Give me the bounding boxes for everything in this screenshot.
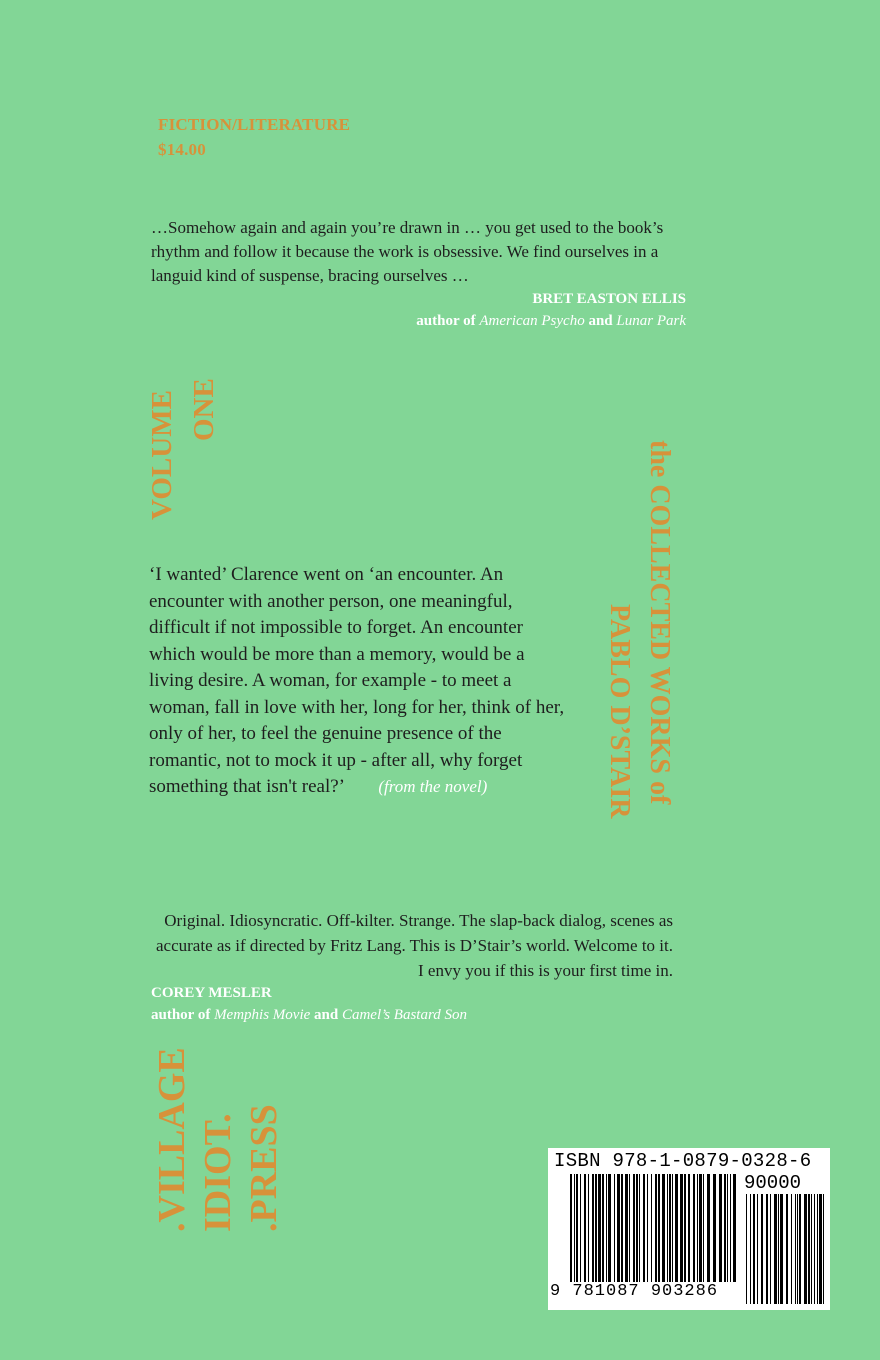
barcode-bar [733,1174,736,1282]
barcode-addon-bar [814,1194,815,1304]
barcode-addon-bar [757,1194,758,1304]
barcode-addon-bar [795,1194,796,1304]
barcode-addon-bar [780,1194,783,1304]
barcode-bar [662,1174,665,1282]
barcode-bar [633,1174,635,1282]
barcode-bar [675,1174,678,1282]
barcode-addon-bar [797,1194,798,1304]
barcode-addon-bar [823,1194,824,1304]
barcode-addon-bar [799,1194,801,1304]
volume-line1: VOLUME [146,390,178,520]
barcode-addon-bar [750,1194,751,1304]
barcode-bar [680,1174,683,1282]
barcode-bar [658,1174,660,1282]
price-label: $14.00 [158,140,206,159]
barcode-bar [570,1174,572,1282]
barcode-bar [621,1174,623,1282]
volume-line2: ONE [188,378,220,441]
barcode-addon-bar [774,1194,777,1304]
barcode-bar [576,1174,578,1282]
barcode-bar [608,1174,611,1282]
barcode-bar [647,1174,648,1282]
book-title: American Psycho [479,313,585,329]
barcode-bar [727,1174,728,1282]
credit-prefix: author of [151,1007,211,1023]
barcode-bar [724,1174,726,1282]
barcode-bar [693,1174,695,1282]
barcode-bar [636,1174,638,1282]
barcode-bar [713,1174,716,1282]
barcode-bar [617,1174,620,1282]
book-title: Memphis Movie [214,1007,311,1023]
barcode-addon-bar [786,1194,788,1304]
barcode-addon-bar [811,1194,812,1304]
book-title: Lunar Park [616,313,686,329]
barcode-bar [595,1174,597,1282]
barcode-bar [602,1174,604,1282]
barcode-bar [655,1174,657,1282]
barcode-bar [592,1174,594,1282]
barcode-bar [719,1174,722,1282]
barcode-bar [688,1174,690,1282]
excerpt-text: ‘I wanted’ Clarence went on ‘an encounter. An encounter with another person, one meaningful, difficult if not impossible to forget. An encounter which would be more than a memory, would be a living desire. A woman, for example - to meet a woman, fall in love with her, long for her, think of her, only of her, to feel the genuine presence of the romantic, not to mock it up - after all, why forget something that isn't real?’ [149,564,565,797]
barcode-bar [606,1174,607,1282]
barcode-bar [574,1174,575,1282]
barcode-bar [629,1174,630,1282]
blurb-mesler-attribution [151,982,467,1026]
barcode-bar [639,1174,640,1282]
barcode-bar [699,1174,702,1282]
blurb-ellis [151,216,686,332]
barcode-bar [598,1174,601,1282]
barcode-addon-bar [819,1194,822,1304]
barcode-addon-bar [791,1194,792,1304]
series-title-line2: PABLO D’STAIR [604,604,635,819]
credit-conj: and [314,1007,339,1023]
barcode-bar [643,1174,645,1282]
publisher-line2: IDIOT. [197,1113,239,1232]
barcode-bar [672,1174,673,1282]
credit-prefix: author of [416,313,476,329]
publisher-line1: .VILLAGE [151,1047,193,1232]
barcode-addon-bar [770,1194,771,1304]
barcode-addon-bar [753,1194,755,1304]
barcode-bar [651,1174,652,1282]
isbn-addon: 90000 [744,1172,802,1194]
isbn-label: ISBN 978-1-0879-0328-6 [554,1150,812,1172]
barcode-bar [625,1174,628,1282]
barcode-bar [614,1174,615,1282]
volume-label [146,378,178,520]
blurb-mesler-text: Original. Idiosyncratic. Off-kilter. Strange. The slap-back dialog, scenes as accurate as if directed by Fritz Lang. This is D’Stair’s world. Welcome to it. I envy you if this is your first time in. [156,911,673,980]
barcode-bar [588,1174,589,1282]
category-block [158,112,350,162]
barcode-bar [707,1174,710,1282]
barcode-addon-bar [804,1194,807,1304]
credit-conj: and [588,313,613,329]
volume-number [188,378,220,444]
barcode-bar [584,1174,586,1282]
barcode-addon-bar [766,1194,768,1304]
blurb-mesler-credit [151,1004,467,1026]
barcode-addon-bar [817,1194,818,1304]
barcode-bar [580,1174,581,1282]
ean-digits: 9 781087 903286 [550,1282,719,1301]
blurb-ellis-text: …Somehow again and again you’re drawn in … you get used to the book’s rhythm and follow it because the work is obsessive. We find ourselves in a languid kind of suspense, bracing ourselves … [151,218,664,285]
category-label: FICTION/LITERATURE [158,115,351,134]
barcode-addon-bar [808,1194,810,1304]
blurb-ellis-credit [151,310,686,332]
barcode-bar [697,1174,698,1282]
barcode-bar [667,1174,668,1282]
barcode-bar [669,1174,671,1282]
barcode-bar [703,1174,704,1282]
barcode-bar [730,1174,731,1282]
blurb-ellis-author: BRET EASTON ELLIS [532,291,686,307]
barcode-bar [684,1174,686,1282]
novel-excerpt [149,562,569,801]
publisher-line3: .PRESS [243,1104,285,1232]
blurb-mesler-author: COREY MESLER [151,985,272,1001]
barcode-addon-bar [778,1194,779,1304]
barcode-addon-bar [761,1194,763,1304]
excerpt-source: (from the novel) [378,777,488,796]
series-title-line1: the COLLECTED WORKS of [644,440,675,805]
book-title: Camel’s Bastard Son [341,1007,467,1023]
barcode-addon-bar [746,1194,747,1304]
